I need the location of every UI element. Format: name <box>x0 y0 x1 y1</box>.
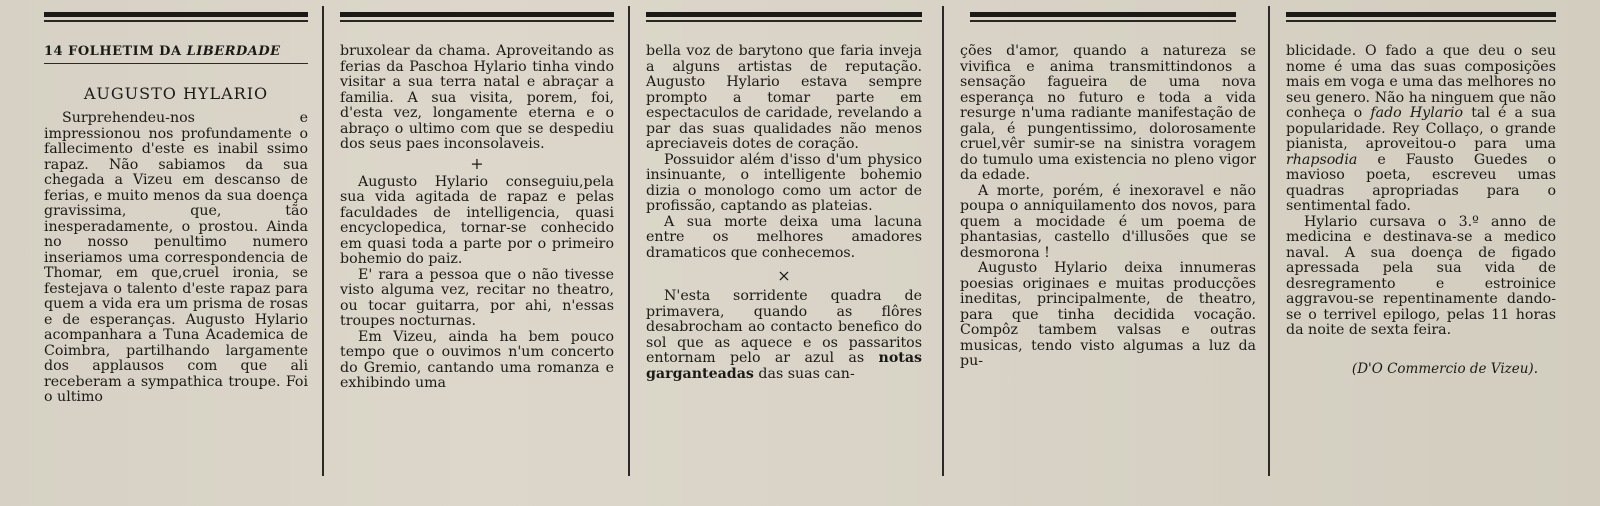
paragraph <box>646 289 922 382</box>
column-top-rule <box>1286 12 1556 17</box>
page-header <box>44 44 308 64</box>
section-separator-cross: + <box>470 153 484 173</box>
column-4 <box>950 0 1266 506</box>
column-2-text <box>340 44 614 392</box>
column-5-text <box>1286 44 1556 339</box>
article-title: AUGUSTO HYLARIO <box>83 84 269 103</box>
paragraph: A sua morte deixa uma lacuna entre os melhores amadores dramaticos que conhecemos. <box>646 213 922 261</box>
column-top-rule-thin <box>1286 20 1556 22</box>
column-3 <box>636 0 932 506</box>
paragraph: Augusto Hylario deixa innumeras poesias originaes e muitas producções ineditas, principalmente, de theatro, para que tinha decidida vocação. Compôz tambem valsas e outras musicas, tendo visto algumas a luz da pu- <box>960 260 1256 369</box>
article-source-signature: (D'O Commercio de Vizeu). <box>1351 360 1538 377</box>
column-1 <box>34 0 318 506</box>
section-name: LIBERDADE <box>186 44 281 59</box>
text-run: blicidade. O fado a que deu o seu nome é uma das suas composições mais em voga e uma das melhores no seu genero. Não ha ninguem que não conheça o <box>1286 43 1556 121</box>
column-1-text <box>44 111 308 406</box>
column-divider <box>942 6 944 476</box>
column-top-rule-thin <box>646 20 922 22</box>
section-separator-x: × <box>777 266 791 285</box>
column-2 <box>330 0 624 506</box>
paragraph: Possuidor além d'isso d'um physico insinuante, o intelligente bohemio dizia o monologo como um actor de profissão, captando as plateias. <box>646 151 922 214</box>
column-divider <box>322 6 324 476</box>
bold-text: notas garganteadas <box>646 350 923 382</box>
column-3-text <box>646 44 922 382</box>
section-prefix: FOLHETIM DA <box>68 44 182 59</box>
text-run: das suas can- <box>758 365 855 382</box>
paragraph: bruxolear da chama. Aproveitando as ferias da Paschoa Hylario tinha vindo visitar a sua terra natal e abraçar a familia. A sua visita, porem, foi, d'esta vez, longamente eterna e o abraço o ultimo com que se despediu dos seus paes inconsolaveis. <box>340 43 614 152</box>
paragraph: Hylario cursava o 3.º anno de medicina e destinava-se a medico naval. A sua doença de figado apressada pela sua vida de desregramento e estroinice aggravou-se repentinamente dando-se o terrivel epilogo, pelas 11 horas da noite de sexta feira. <box>1286 213 1556 338</box>
page-number: 14 <box>44 44 64 59</box>
column-top-rule <box>970 12 1236 17</box>
text-run: e Fausto Guedes o mavioso poeta, escreveu umas quadras apropriadas para o sentimental fado. <box>1286 151 1556 214</box>
paragraph: E' rara a pessoa que o não tivesse visto alguma vez, recitar no theatro, ou tocar guitarra, por ahi, n'essas troupes nocturnas. <box>340 266 614 329</box>
paragraph: ções d'amor, quando a natureza se vivifica e anima transmittindonos a sensação fagueira de uma nova esperança no futuro e toda a vida resurge n'uma radiante manifestação de gala, é pungentissimo, dolorosamente cruel,vêr sumir-se na sinistra voragem do tumulo uma existencia no pleno vigor da edade. <box>960 43 1256 183</box>
paragraph: Surprehendeu-nos e impressionou nos profundamente o fallecimento d'este es inabil ssimo rapaz. Não sabiamos da sua chegada a Vizeu em descanso de ferias, e muito menos da sua doença gravissima, que, tão inesperadamente, o prostou. Ainda no nosso penultimo numero inseriamos uma correspondencia de Thomar, em que,cruel ironia, se festejava o talento d'este rapaz para quem a vida era um prisma de rosas e de esperanças. Augusto Hylario acompanhara a Tuna Academica de Coimbra, partilhando largamente dos applausos com que ali receberam a sympathica troupe. Foi o ultimo <box>44 110 308 405</box>
paragraph: Augusto Hylario conseguiu,pela sua vida agitada de rapaz e pelas faculdades de intelligencia, quasi encyclopedica, tornar-se conhecido em quasi toda a parte por o primeiro bohemio do paiz. <box>340 173 614 267</box>
column-4-text <box>960 44 1256 370</box>
paragraph: bella voz de barytono que faria inveja a alguns artistas de reputação. Augusto Hylario estava sempre prompto a tomar parte em espectaculos de caridade, revelando a par das suas qualidades não menos apreciaveis dotes de coração. <box>646 43 922 152</box>
column-top-rule <box>44 12 308 17</box>
column-5 <box>1276 0 1566 506</box>
column-divider <box>1268 6 1270 476</box>
column-top-rule-thin <box>970 20 1236 22</box>
text-run: tal é a sua popularidade. Rey Collaço, o grande pianista, aproveitou-o para uma <box>1286 105 1556 152</box>
column-top-rule-thin <box>340 20 614 22</box>
paragraph: A morte, porém, é inexoravel e não poupa o anniquilamento dos novos, para quem a mocidade é um poema de phantasias, castello d'illusões que se desmorona ! <box>960 182 1256 261</box>
column-divider <box>628 6 630 476</box>
column-top-rule-thin <box>44 20 308 22</box>
text-run: N'esta sorridente quadra de primavera, quando as flôres desabrocham ao contacto benefico do sol que as aquece e os passaritos entornam pelo ar azul as <box>646 288 922 366</box>
column-top-rule <box>340 12 614 17</box>
paragraph <box>1286 44 1556 215</box>
italic-text: fado Hylario <box>1370 105 1464 121</box>
paragraph: Em Vizeu, ainda ha bem pouco tempo que o ouvimos n'um concerto do Gremio, cantando uma romanza e exhibindo uma <box>340 328 614 391</box>
italic-text: rhapsodia <box>1286 151 1358 168</box>
column-top-rule <box>646 12 922 17</box>
